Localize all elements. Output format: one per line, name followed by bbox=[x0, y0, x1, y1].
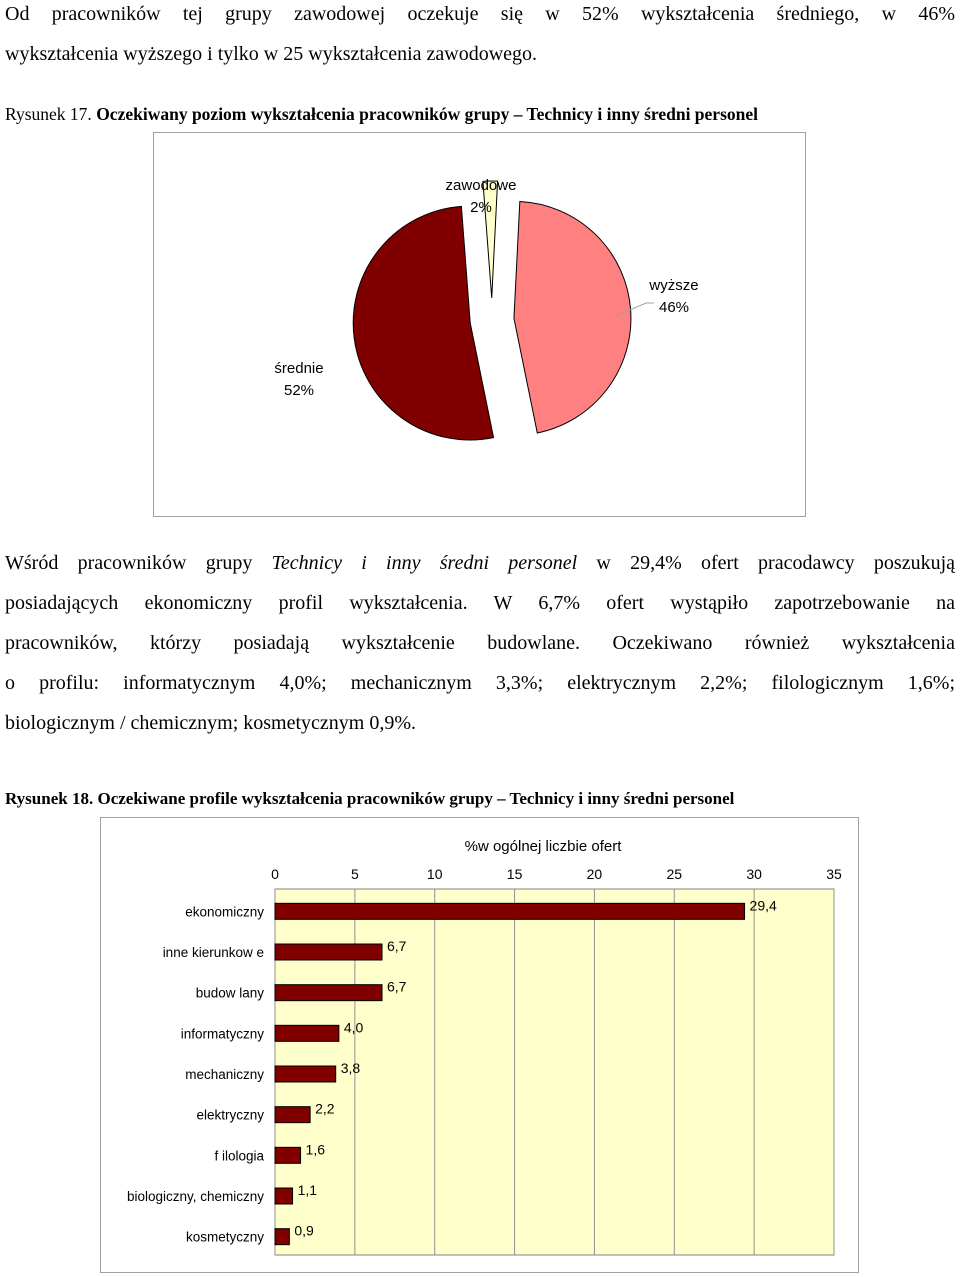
bar-value-label-0: 29,4 bbox=[749, 897, 777, 914]
intro-line-1: Od pracowników tej grupy zawodowej oczekuje się w 52% wykształcenia średniego, w 46% bbox=[5, 3, 955, 25]
bar-4 bbox=[275, 1066, 336, 1082]
figure-18-title: Oczekiwane profile wykształcenia pracowników grupy – Technicy i inny średni personel bbox=[97, 789, 735, 808]
bar-tick-label-7: 35 bbox=[826, 866, 842, 882]
figure-18-caption bbox=[5, 789, 734, 809]
bar-axis-title: %w ogólnej liczbie ofert bbox=[464, 838, 622, 855]
body-line-5: biologicznym / chemicznym; kosmetycznym 0,9%. bbox=[5, 712, 417, 734]
pie-label-2: średnie bbox=[274, 360, 324, 377]
bar-3 bbox=[275, 1025, 339, 1041]
figure-17-title: Oczekiwany poziom wykształcenia pracowników grupy – Technicy i inny średni personel bbox=[96, 104, 758, 124]
bar-value-label-2: 6,7 bbox=[387, 978, 407, 995]
pie-pct-2: 52% bbox=[283, 382, 315, 399]
bar-category-label-5: elektryczny bbox=[196, 1107, 264, 1123]
bar-0 bbox=[275, 903, 745, 919]
bar-tick-label-5: 25 bbox=[666, 866, 683, 882]
pie-pct-0: 2% bbox=[470, 199, 492, 216]
body-line-1-end: w 29,4% ofert pracodawcy poszukują bbox=[577, 552, 955, 574]
bar-value-label-8: 0,9 bbox=[294, 1222, 314, 1239]
bar-tick-label-3: 15 bbox=[506, 866, 523, 882]
bar-value-label-5: 2,2 bbox=[315, 1100, 335, 1117]
bar-value-label-7: 1,1 bbox=[297, 1182, 318, 1198]
bar-1 bbox=[275, 944, 382, 960]
body-line-3: pracowników, którzy posiadają wykształcenie budowlane. Oczekiwano również wykształcenia bbox=[5, 632, 955, 654]
pie-label-1: wyższe bbox=[649, 277, 699, 294]
pie-chart bbox=[154, 133, 805, 516]
body-line-1 bbox=[5, 543, 955, 583]
pie-chart-frame bbox=[153, 132, 806, 517]
bar-tick-label-4: 20 bbox=[586, 866, 603, 882]
bar-chart bbox=[101, 818, 858, 1272]
bar-category-label-4: mechaniczny bbox=[185, 1067, 264, 1082]
bar-category-label-3: informatyczny bbox=[180, 1026, 264, 1042]
pie-label-0: zawodowe bbox=[445, 177, 517, 194]
bar-category-label-1: inne kierunkow e bbox=[162, 945, 264, 960]
bar-8 bbox=[275, 1229, 289, 1245]
bar-tick-label-6: 30 bbox=[746, 866, 762, 882]
figure-17-number: Rysunek 17. bbox=[5, 104, 92, 124]
bar-7 bbox=[275, 1188, 293, 1204]
bar-category-label-8: kosmetyczny bbox=[185, 1229, 264, 1245]
bar-chart-frame bbox=[100, 817, 859, 1273]
figure-17-caption bbox=[5, 104, 758, 125]
bar-category-label-6: f ilologia bbox=[214, 1148, 264, 1164]
body-line-1-start: Wśród pracowników grupy bbox=[5, 552, 272, 574]
bar-tick-label-0: 0 bbox=[271, 866, 279, 882]
bar-category-label-0: ekonomiczny bbox=[185, 904, 264, 920]
pie-slice-1 bbox=[514, 201, 631, 432]
group-name-emphasis: Technicy i inny średni personel bbox=[271, 552, 578, 574]
bar-category-label-2: budow lany bbox=[195, 985, 264, 1001]
bar-tick-label-2: 10 bbox=[426, 866, 443, 882]
intro-line-2: wykształcenia wyższego i tylko w 25 wykształcenia zawodowego. bbox=[5, 43, 538, 65]
pie-slice-2 bbox=[353, 206, 493, 440]
bar-5 bbox=[275, 1107, 310, 1123]
bar-category-label-7: biologiczny, chemiczny bbox=[126, 1189, 264, 1204]
bar-value-label-4: 3,8 bbox=[340, 1060, 361, 1076]
intro-paragraph bbox=[5, 0, 955, 74]
figure-18-number: Rysunek 18. bbox=[5, 789, 94, 808]
bar-value-label-1: 6,7 bbox=[387, 938, 407, 954]
bar-2 bbox=[275, 985, 382, 1001]
body-line-2: posiadających ekonomiczny profil wykształcenia. W 6,7% ofert wystąpiło zapotrzebowanie na bbox=[5, 592, 955, 614]
body-line-4: o profilu: informatycznym 4,0%; mechanicznym 3,3%; elektrycznym 2,2%; filologicznym 1,6%; bbox=[5, 672, 955, 694]
bar-value-label-3: 4,0 bbox=[343, 1019, 364, 1036]
bar-value-label-6: 1,6 bbox=[305, 1141, 326, 1158]
bar-6 bbox=[275, 1147, 301, 1163]
pie-pct-1: 46% bbox=[658, 299, 690, 316]
bar-tick-label-1: 5 bbox=[350, 866, 359, 882]
body-paragraph bbox=[5, 543, 955, 743]
